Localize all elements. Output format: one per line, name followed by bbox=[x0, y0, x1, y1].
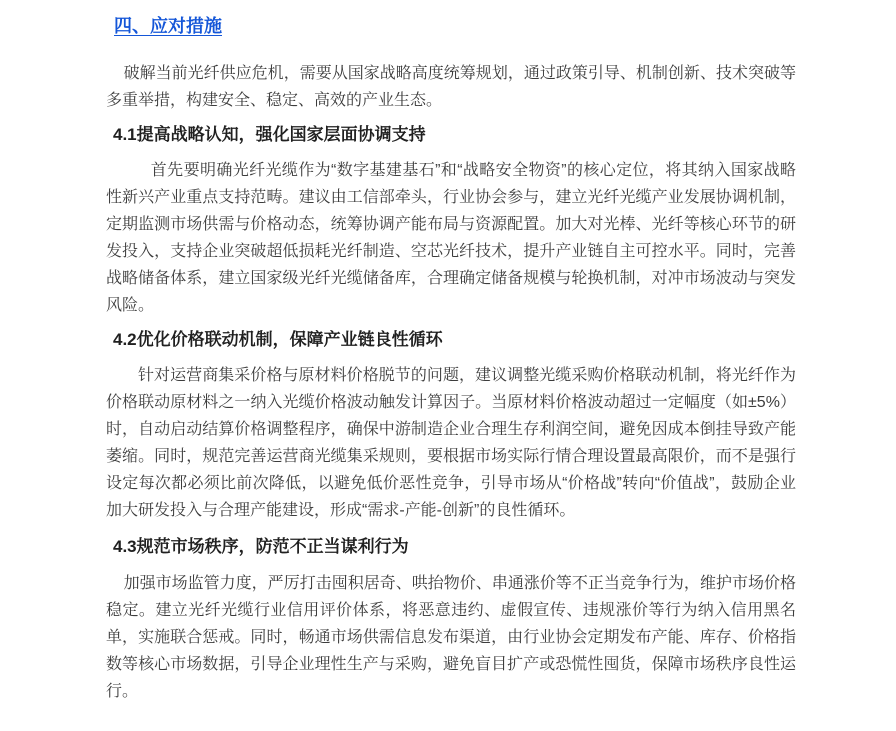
document-page bbox=[106, 0, 796, 705]
subsection-heading-4-3: 4.3规范市场秩序，防范不正当谋利行为 bbox=[113, 537, 409, 556]
subsection-body-4-3: 加强市场监管力度，严厉打击囤积居奇、哄抬物价、串通涨价等不正当竞争行为，维护市场价格稳定。建立光纤光缆行业信用评价体系，将恶意违约、虚假宣传、违规涨价等行为纳入信用黑名单，实施联合惩戒。同时，畅通市场供需信息发布渠道，由行业协会定期发布产能、库存、价格指数等核心市场数据，引导企业理性生产与采购，避免盲目扩产或恐慌性囤货，保障市场秩序良性运行。 bbox=[106, 575, 796, 700]
subsection-body-4-1: 首先要明确光纤光缆作为“数字基建基石”和“战略安全物资”的核心定位，将其纳入国家战略性新兴产业重点支持范畴。建议由工信部牵头，行业协会参与，建立光纤光缆产业发展协调机制，定期监测市场供需与价格动态，统筹协调产能布局与资源配置。加大对光棒、光纤等核心环节的研发投入，支持企业突破超低损耗光纤制造、空芯光纤技术，提升产业链自主可控水平。同时，完善战略储备体系，建立国家级光纤光缆储备库，合理确定储备规模与轮换机制，对冲市场波动与突发风险。 bbox=[106, 162, 796, 314]
subsection-heading-4-1: 4.1提高战略认知，强化国家层面协调支持 bbox=[113, 125, 426, 144]
section-title: 四、应对措施 bbox=[114, 16, 222, 36]
intro-paragraph: 破解当前光纤供应危机，需要从国家战略高度统筹规划，通过政策引导、机制创新、技术突破等多重举措，构建安全、稳定、高效的产业生态。 bbox=[106, 65, 796, 109]
subsection-heading-4-2: 4.2优化价格联动机制，保障产业链良性循环 bbox=[113, 330, 443, 349]
subsection-body-4-2: 针对运营商集采价格与原材料价格脱节的问题，建议调整光缆采购价格联动机制，将光纤作为价格联动原材料之一纳入光缆价格波动触发计算因子。当原材料价格波动超过一定幅度（如±5%）时，自动启动结算价格调整程序，确保中游制造企业合理生存利润空间，避免因成本倒挂导致产能萎缩。同时，规范完善运营商光缆集采规则，要根据市场实际行情合理设置最高限价，而不是强行设定每次都必须比前次降低，以避免低价恶性竞争，引导市场从“价格战”转向“价值战”，鼓励企业加大研发投入与合理产能建设，形成“需求-产能-创新”的良性循环。 bbox=[106, 367, 796, 519]
